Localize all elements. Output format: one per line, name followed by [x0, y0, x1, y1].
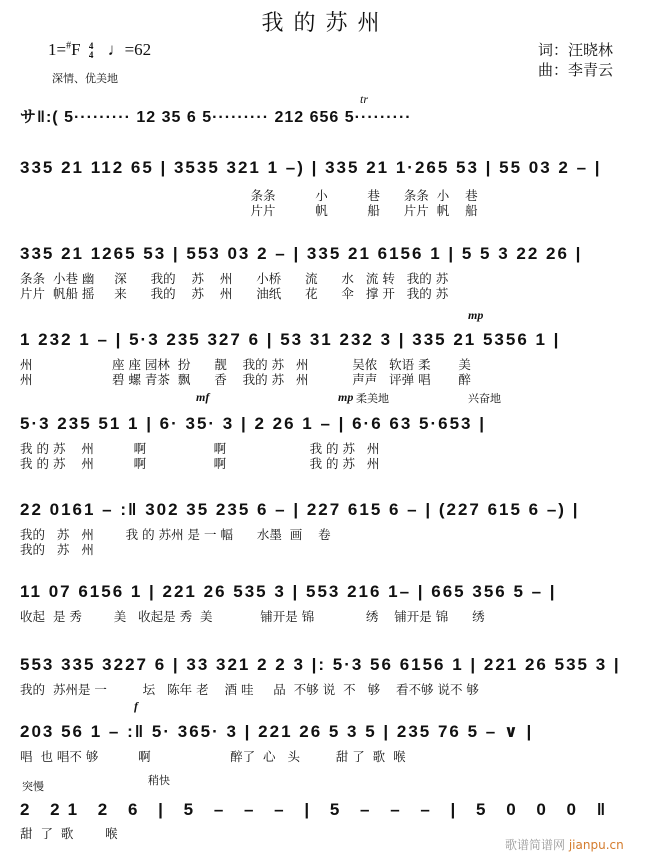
notes-line: 5·3 235 51 1 | 6· 35· 3 | 2 26 1 – | 6·6 63 5·653 |: [20, 414, 486, 433]
tu-man-marking: 突慢: [22, 780, 44, 793]
lyrics-verse-1: 甜 了 歌 喉: [20, 826, 118, 841]
score-row-6: [20, 500, 632, 560]
dynamic-mp: mp: [338, 390, 354, 404]
sharp-sign: #: [66, 40, 72, 52]
xing-fen-di-marking: 兴奋地: [468, 392, 501, 405]
lyrics-verse-1: 州 座 座 园林 扮 靓 我的 苏 州 吴侬 软语 柔 美: [20, 357, 471, 372]
lyrics-verse-2: 片片 帆船 摇 来 我的 苏 州 油纸 花 伞 撑 开 我的 苏: [20, 286, 449, 301]
key-note: F: [71, 40, 81, 59]
lyrics-verse-1: 唱 也 唱不 够 啊 醉了 心 头 甜 了 歌 喉: [20, 749, 406, 764]
credits: [538, 40, 613, 80]
time-sig-top: 4: [88, 41, 94, 52]
notes-line: 11 07 6156 1 | 221 26 535 3 | 553 216 1– | 665 356 5 – |: [20, 582, 557, 601]
dynamic-f: f: [134, 699, 138, 713]
score-row-7: [20, 582, 632, 632]
notes-line: 553 335 3227 6 | 33 321 2 2 3 |: 5·3 56 6156 1 | 221 26 535 3 |: [20, 655, 621, 674]
song-title: 我的苏州: [261, 11, 390, 36]
shao-kuai-marking: 稍快: [148, 774, 170, 787]
expression-marking: 深情、优美地: [52, 72, 118, 85]
score-row-5: [20, 390, 632, 474]
lyrics-verse-1: 条条 小 巷 条条 小 巷: [20, 188, 478, 203]
watermark-cn: 歌谱简谱网: [505, 838, 566, 852]
lyrics-verse-2: 我的 苏 州: [20, 542, 94, 557]
lyrics-verse-2: 州 碧 螺 青茶 飘 香 我的 苏 州 声声 评弹 唱 醉: [20, 372, 471, 387]
lyricist: 词：汪晓林: [538, 41, 614, 59]
rou-mei-di-marking: 柔美地: [356, 392, 389, 405]
watermark-en: jianpu.cn: [568, 838, 624, 852]
notes-line: サ‖:( 5········· 12 35 6 5········· 212 656 5·········: [20, 109, 412, 126]
lyrics-verse-1: 我的 苏州是 一 坛 陈年 老 酒 哇 品 不够 说 不 够 看不够 说不 够: [20, 682, 479, 697]
notes-line: 2 21 2 6 | 5 – – – | 5 – – – | 5 0 0 0 ‖: [20, 800, 614, 819]
watermark: [505, 836, 624, 853]
lyrics-verse-2: 我 的 苏 州 啊 啊 我 的 苏 州: [20, 456, 380, 471]
time-sig-bottom: 4: [88, 50, 94, 61]
tempo-marking: ♩=62: [107, 40, 152, 59]
notes-line: 335 21 1265 53 | 553 03 2 – | 335 21 6156 1 | 5 5 3 22 26 |: [20, 244, 583, 263]
score-row-1: [20, 92, 632, 138]
notes-line: 22 0161 – :‖ 302 35 235 6 – | 227 615 6 – | (227 615 6 –) |: [20, 500, 580, 519]
lyrics-verse-1: 我 的 苏 州 啊 啊 我 的 苏 州: [20, 441, 380, 456]
score-row-3: [20, 244, 632, 304]
score-row-10: [20, 774, 632, 841]
composer: 曲：李青云: [538, 61, 614, 79]
dynamic-mf: mf: [196, 390, 210, 404]
score-row-2: [20, 158, 632, 228]
lyrics-verse-1: 条条 小巷 幽 深 我的 苏 州 小桥 流 水 流 转 我的 苏: [20, 271, 449, 286]
time-signature: [89, 42, 94, 60]
notes-line: 203 56 1 – :‖ 5· 365· 3 | 221 26 5 3 5 | 235 76 5 – ∨ |: [20, 722, 534, 741]
lyrics-verse-1: 我的 苏 州 我 的 苏州 是 一 幅 水墨 画 卷: [20, 527, 331, 542]
key-signature: [48, 40, 151, 60]
lyrics-verse-1: 收起 是 秀 美 收起是 秀 美 铺开是 锦 绣 铺开是 锦 绣: [20, 609, 485, 624]
lyrics-verse-2: 片片 帆 船 片片 帆 船: [20, 203, 478, 218]
score-row-4: [20, 308, 632, 390]
notes-line: 1 232 1 – | 5·3 235 327 6 | 53 31 232 3 | 335 21 5356 1 |: [20, 330, 561, 349]
dynamic-mp: mp: [468, 308, 484, 322]
notes-line: 335 21 112 65 | 3535 321 1 –) | 335 21 1·265 53 | 55 03 2 – |: [20, 158, 602, 177]
key-label: 1=: [48, 40, 67, 59]
score-row-8: [20, 655, 632, 713]
score-row-9: [20, 722, 632, 772]
trill-marking: tr: [360, 92, 369, 106]
